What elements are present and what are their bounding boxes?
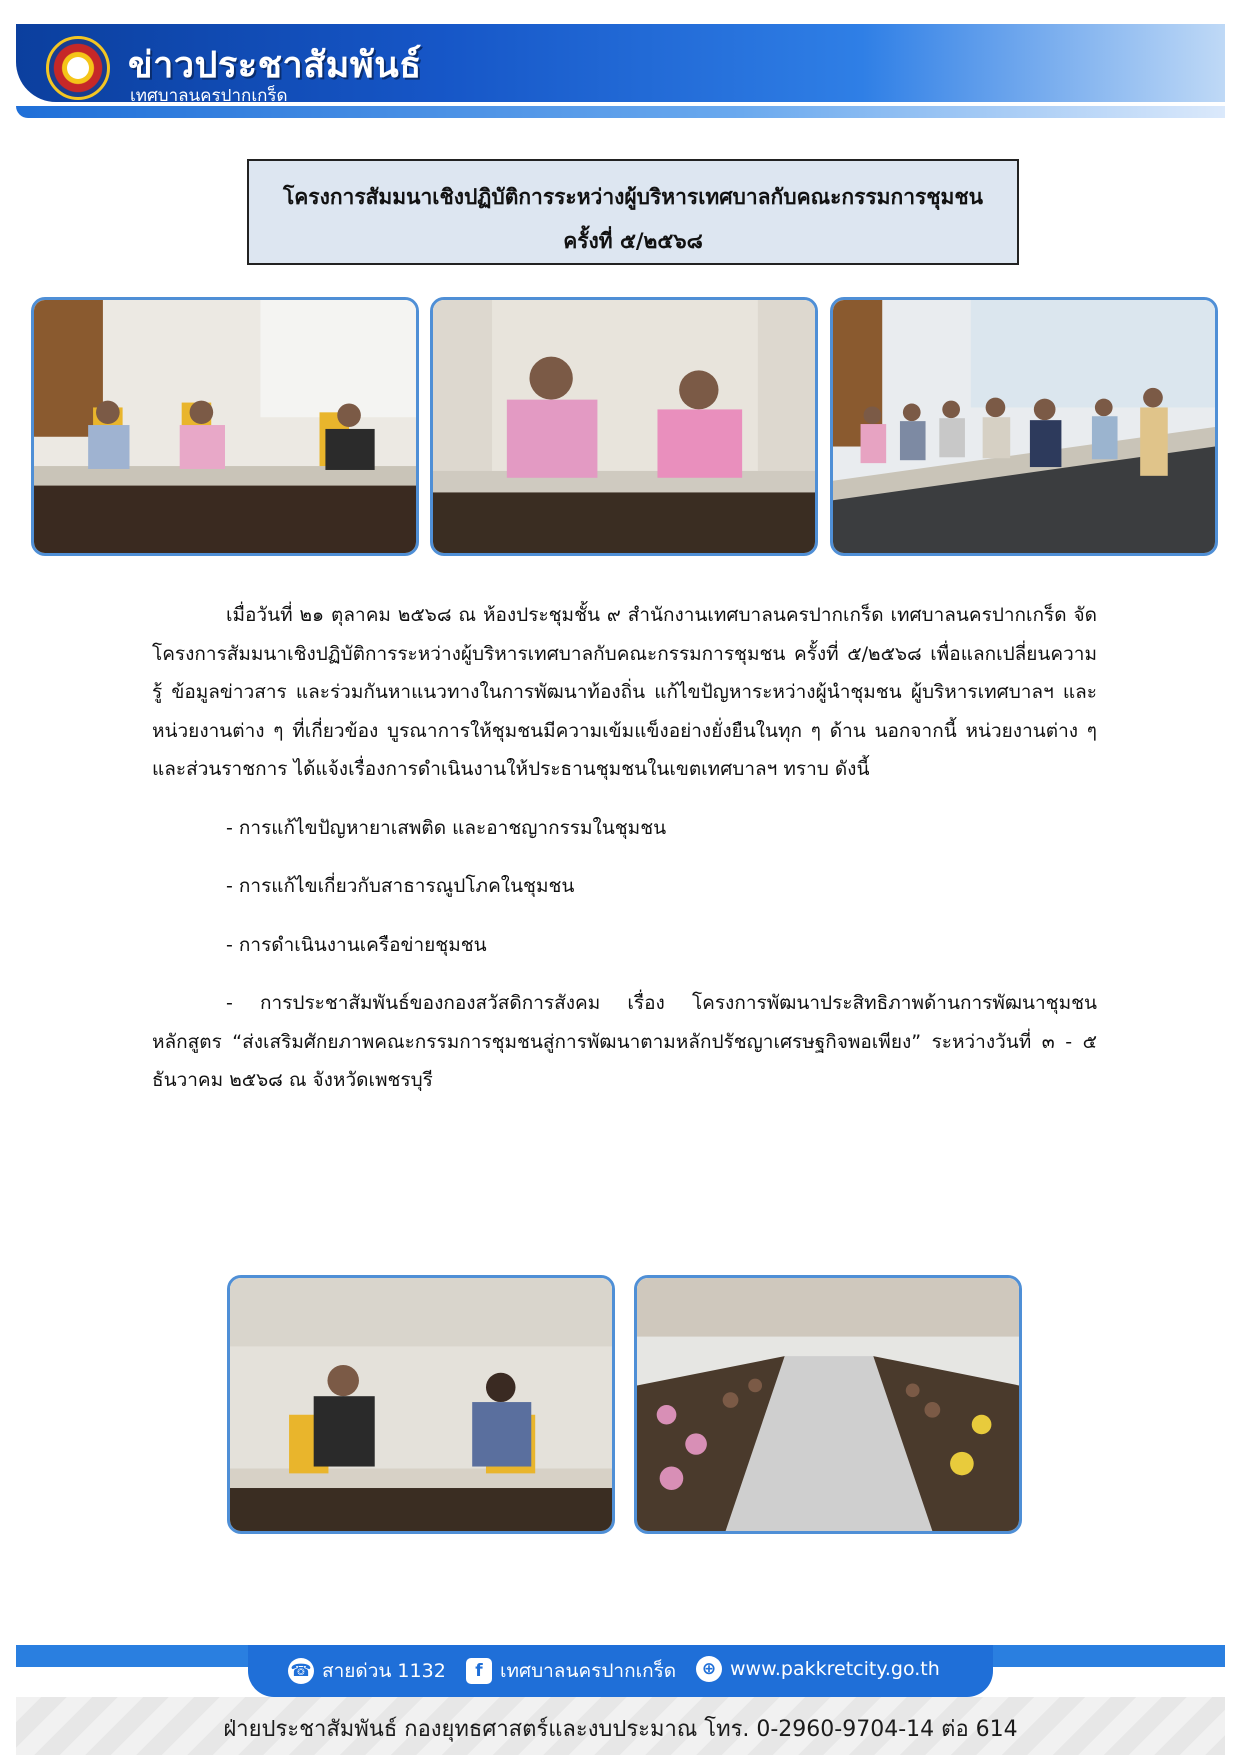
footer-hotline-text: สายด่วน 1132 — [322, 1660, 446, 1682]
photo-meeting-2 — [430, 297, 818, 556]
footer-contact-line: ฝ่ายประชาสัมพันธ์ กองยุทธศาสตร์และงบประมาณ โทร. 0-2960-9704-14 ต่อ 614 — [223, 1717, 1018, 1742]
photo-meeting-3 — [830, 297, 1218, 556]
header-banner — [16, 24, 1225, 128]
footer-facebook-text: เทศบาลนครปากเกร็ด — [500, 1660, 677, 1682]
footer-website-text: www.pakkretcity.go.th — [730, 1658, 940, 1680]
headline-box — [247, 159, 1019, 265]
footer — [16, 1645, 1225, 1755]
headline-line1: โครงการสัมมนาเชิงปฏิบัติการระหว่างผู้บริหารเทศบาลกับคณะกรรมการชุมชน — [282, 185, 984, 209]
article-bullet-4: - การประชาสัมพันธ์ของกองสวัสดิการสังคม เรื่อง โครงการพัฒนาประสิทธิภาพด้านการพัฒนาชุมชน หลักสูตร “ส่งเสริมศักยภาพคณะกรรมการชุมชนสู่การพัฒนาตามหลักปรัชญาเศรษฐกิจพอเพียง” ระหว่างวันที่ ๓ - ๕ ธันวาคม ๒๕๖๘ ณ จังหวัดเพชรบุรี — [152, 992, 1097, 1091]
header-title: ข่าวประชาสัมพันธ์ — [128, 45, 422, 86]
footer-website[interactable] — [696, 1656, 940, 1682]
photo-meeting-5 — [634, 1275, 1022, 1534]
article-paragraph: เมื่อวันที่ ๒๑ ตุลาคม ๒๕๖๘ ณ ห้องประชุมชั้น ๙ สำนักงานเทศบาลนครปากเกร็ด เทศบาลนครปากเกร็ด จัดโครงการสัมมนาเชิงปฏิบัติการระหว่างผู้บริหารเทศบาลกับคณะกรรมการชุมชน ครั้งที่ ๕/๒๕๖๘ เพื่อแลกเปลี่ยนความรู้ ข้อมูลข่าวสาร และร่วมกันหาแนวทางในการพัฒนาท้องถิ่น แก้ไขปัญหาระหว่างผู้นำชุมชน ผู้บริหารเทศบาลฯ และหน่วยงานต่าง ๆ ที่เกี่ยวข้อง บูรณาการให้ชุมชนมีความเข้มแข็งอย่างยั่งยืนในทุก ๆ ด้าน นอกจากนี้ หน่วยงานต่าง ๆ และส่วนราชการ ได้แจ้งเรื่องการดำเนินงานให้ประธานชุมชนในเขตเทศบาลฯ ทราบ ดังนี้ — [152, 604, 1097, 780]
phone-icon: ☎ — [288, 1658, 314, 1684]
facebook-icon: f — [466, 1658, 492, 1684]
globe-icon: ⊕ — [696, 1656, 722, 1682]
header-subtitle: เทศบาลนครปากเกร็ด — [130, 86, 288, 106]
footer-facebook[interactable] — [466, 1656, 676, 1686]
footer-hotline[interactable] — [288, 1656, 446, 1686]
photo-meeting-4 — [227, 1275, 615, 1534]
article-bullet-1: - การแก้ไขปัญหายาเสพติด และอาชญากรรมในชุมชน — [226, 816, 667, 839]
article-body — [152, 596, 1097, 1100]
headline-line2: ครั้งที่ ๕/๒๕๖๘ — [563, 229, 703, 253]
municipal-seal-icon — [46, 36, 110, 100]
photo-meeting-1 — [31, 297, 419, 556]
article-bullet-2: - การแก้ไขเกี่ยวกับสาธารณูปโภคในชุมชน — [226, 875, 575, 897]
article-bullet-3: - การดำเนินงานเครือข่ายชุมชน — [226, 933, 487, 956]
